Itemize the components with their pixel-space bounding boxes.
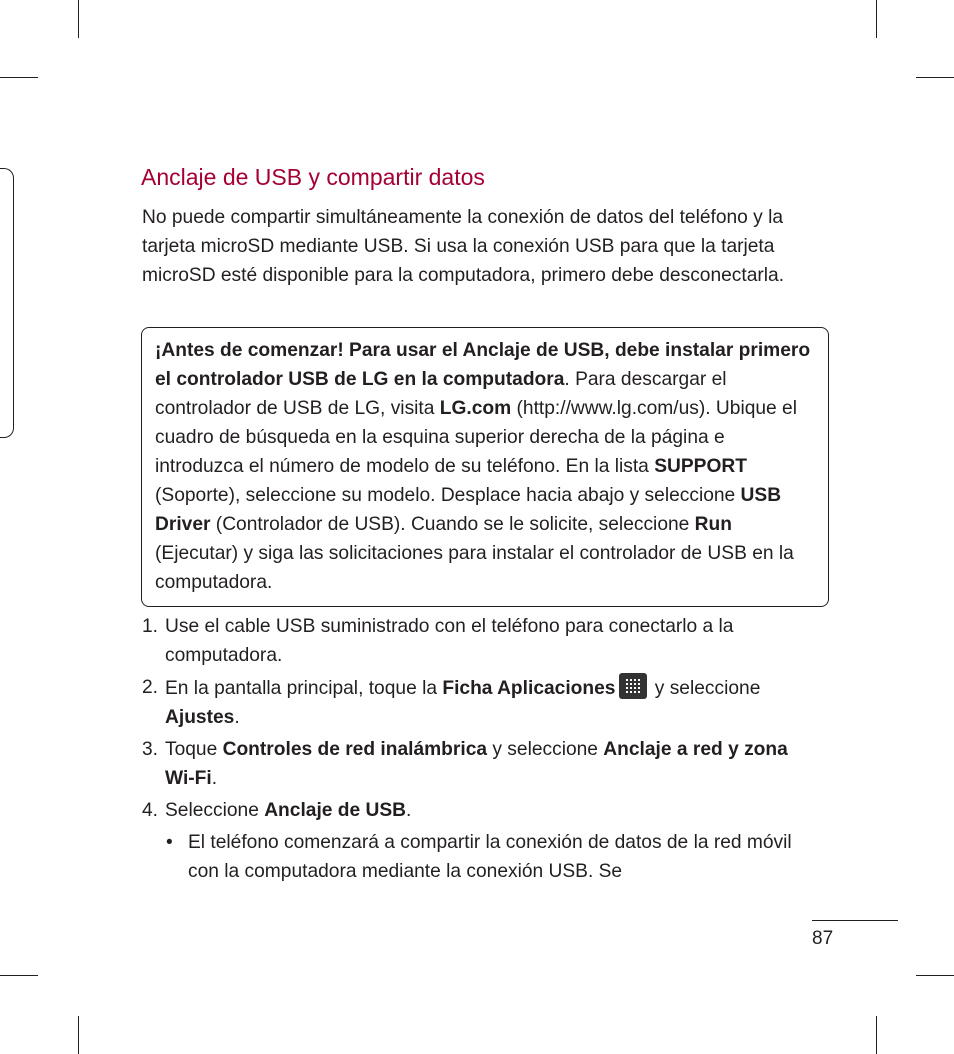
bullet-dot: • bbox=[166, 832, 173, 853]
note-text: (Soporte), seleccione su modelo. Desplace hacia abajo y seleccione bbox=[155, 485, 741, 506]
step-bold: Anclaje de USB bbox=[264, 800, 407, 821]
section-heading: Anclaje de USB y compartir datos bbox=[141, 164, 485, 190]
crop-mark bbox=[0, 975, 38, 976]
crop-mark bbox=[876, 0, 877, 38]
step-text: y seleccione bbox=[487, 739, 604, 760]
step-number: 3. bbox=[142, 739, 159, 760]
step-text: . bbox=[406, 800, 412, 821]
note-text: . Para descargar el controlador de USB de LG, visita bbox=[155, 369, 727, 419]
crop-mark bbox=[78, 0, 79, 38]
crop-mark bbox=[78, 1016, 79, 1054]
crop-mark bbox=[0, 77, 38, 78]
step-item bbox=[142, 612, 822, 670]
bullet-item bbox=[142, 828, 822, 886]
step-bold: Ajustes bbox=[165, 707, 235, 728]
crop-mark bbox=[916, 77, 954, 78]
note-bold: SUPPORT bbox=[654, 456, 747, 477]
crop-mark bbox=[916, 975, 954, 976]
note-text: (http://www.lg.com/us). Ubique el cuadro de búsqueda en la esquina superior derecha de la página e introduzca el número de modelo de su teléfono. En la lista bbox=[155, 398, 797, 477]
step-text: En la pantalla principal, toque la bbox=[165, 678, 443, 699]
steps-list bbox=[142, 612, 822, 886]
step-text: Toque bbox=[165, 739, 223, 760]
note-bold-link: LG.com bbox=[439, 398, 512, 419]
note-paragraph bbox=[155, 336, 818, 597]
step-text: . bbox=[211, 768, 218, 789]
step-bold: Anclaje a red y zona Wi-Fi bbox=[165, 739, 788, 789]
step-text: Use el cable USB suministrado con el teléfono para conectarlo a la computadora. bbox=[165, 616, 734, 666]
note-text: (Controlador de USB). Cuando se le solicite, seleccione bbox=[210, 514, 695, 535]
note-text: (Ejecutar) y siga las solicitaciones para instalar el controlador de USB en la computadora. bbox=[155, 543, 794, 593]
step-item bbox=[142, 673, 822, 732]
step-item bbox=[142, 796, 822, 825]
note-bold: Run bbox=[694, 514, 732, 535]
step-number: 2. bbox=[142, 677, 159, 698]
intro-paragraph: No puede compartir simultáneamente la conexión de datos del teléfono y la tarjeta microSD mediante USB. Si usa la conexión USB para que la tarjeta microSD esté disponible para la computadora, primero debe desconectarla. bbox=[142, 207, 785, 286]
step-text: . bbox=[234, 707, 240, 728]
step-number: 1. bbox=[142, 616, 159, 637]
bullet-text: El teléfono comenzará a compartir la conexión de datos de la red móvil con la computadora mediante la conexión USB. Se bbox=[188, 832, 792, 882]
note-box bbox=[141, 327, 829, 607]
crop-mark bbox=[876, 1016, 877, 1054]
apps-grid-icon bbox=[619, 673, 647, 699]
note-bold: USB Driver bbox=[155, 485, 782, 535]
step-item bbox=[142, 735, 822, 793]
step-text: Seleccione bbox=[165, 800, 265, 821]
step-text: y seleccione bbox=[649, 678, 761, 699]
page-number: 87 bbox=[812, 928, 834, 949]
page-number-rule bbox=[812, 920, 898, 921]
step-bold: Ficha Aplicaciones bbox=[442, 678, 616, 699]
step-number: 4. bbox=[142, 800, 159, 821]
step-bold: Controles de red inalámbrica bbox=[222, 739, 488, 760]
note-lead: ¡Antes de comenzar! Para usar el Anclaje de USB, debe instalar primero el controlador USB de LG en la computadora bbox=[155, 340, 811, 390]
section-side-tab bbox=[0, 168, 14, 438]
